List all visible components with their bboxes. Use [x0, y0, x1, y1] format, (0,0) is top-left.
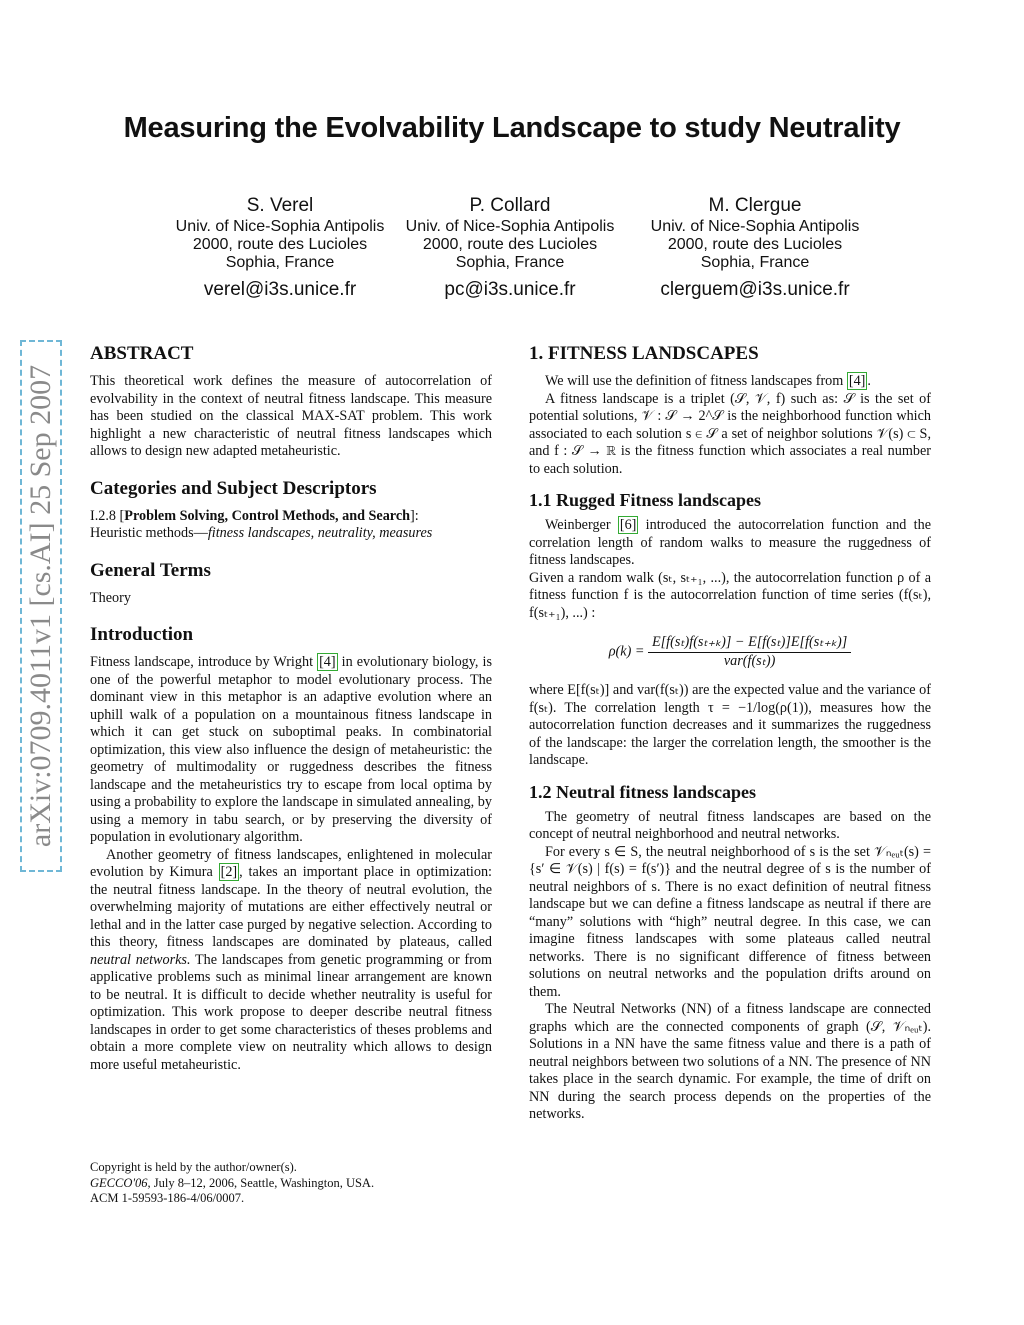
- author-email[interactable]: pc@i3s.unice.fr: [444, 279, 576, 300]
- equation-numerator: E[f(sₜ)f(sₜ₊ₖ)] − E[f(sₜ)]E[f(sₜ₊ₖ)]: [648, 634, 851, 653]
- introduction-paragraph-1: [90, 654, 492, 847]
- text-run: , takes an important place in optimization: the neutral fitness landscape. In the theory of neutral evolution, the overwhelming majority of mutations are either effectively neutral or lethal and in the latter case purged by negative selection. According to this theory, fitness landscapes are dominated by plateaus, called: [90, 864, 492, 950]
- equation-denominator: var(f(sₜ)): [723, 652, 776, 669]
- categories-text: [90, 508, 492, 543]
- author-block-2: [385, 194, 635, 302]
- text-run: .: [867, 373, 871, 389]
- introduction-section: [90, 624, 492, 1074]
- section-1-2-heading: 1.2 Neutral fitness landscapes: [529, 781, 757, 802]
- copyright-line: Copyright is held by the author/owner(s).: [90, 1160, 297, 1174]
- text-run: We will use the definition of fitness landscapes from: [545, 373, 847, 389]
- author-location: Sophia, France: [455, 254, 565, 271]
- introduction-paragraph-2: [90, 847, 492, 1075]
- category-code: I.2.8 [: [90, 507, 125, 524]
- abstract-text: This theoretical work defines the measure of autocorrelation of evolvability in the context of neutral fitness landscape. This measure has been studied on the classical MAX-SAT problem. This work highlight a new characteristic of neutral fitness landscapes which allows to design new adapted metaheuristic.: [90, 373, 492, 459]
- author-affiliation: Univ. of Nice-Sophia Antipolis: [405, 218, 615, 235]
- author-name: M. Clergue: [708, 195, 802, 216]
- section-1-1-paragraph-2: Given a random walk (sₜ, sₜ₊₁, ...), the autocorrelation function ρ of a fitness function f is the autocorrelation function of time series (f(sₜ), f(sₜ₊₁), ...) :: [529, 569, 931, 621]
- general-terms-heading: General Terms: [90, 559, 211, 581]
- abstract-heading: ABSTRACT: [90, 343, 194, 364]
- section-1-2-paragraph-1: The geometry of neutral fitness landscapes are based on the concept of neutral neighborhood and neutral networks.: [529, 808, 931, 842]
- acm-line: ACM 1-59593-186-4/06/0007.: [90, 1191, 245, 1205]
- copyright-notice: [90, 1160, 492, 1207]
- author-email[interactable]: verel@i3s.unice.fr: [203, 279, 357, 300]
- citation-link[interactable]: [4]: [848, 373, 866, 389]
- author-name: P. Collard: [469, 195, 551, 216]
- equation-lhs: ρ(k) =: [608, 643, 645, 660]
- categories-heading: Categories and Subject Descriptors: [90, 477, 377, 499]
- section-1-2-paragraph-3: The Neutral Networks (NN) of a fitness landscape are connected graphs which are the connected components of graph (𝒮, 𝒱ₙₑᵤₜ). Solutions in a NN have the same fitness value and there is a path of neutral neighbors between two solutions of a NN. The presence of NN takes place in the search dynamic. For example, the time of drift on NN during the search process depends on the properties of the networks.: [529, 1001, 931, 1122]
- arxiv-stamp: [20, 340, 62, 872]
- author-affiliation: Univ. of Nice-Sophia Antipolis: [175, 218, 385, 235]
- category-close: ]:: [410, 507, 419, 524]
- section-1-1-heading: 1.1 Rugged Fitness landscapes: [529, 490, 762, 510]
- paper-title: Measuring the Evolvability Landscape to study Neutrality: [123, 112, 901, 144]
- section-1-1-paragraph-3: where E[f(sₜ)] and var(f(sₜ)) are the expected value and the variance of f(sₜ). The correlation length τ = −1/log(ρ(1)), measures how the autocorrelation function decreases and it summarizes the ruggedness of the landscape: the larger the correlation length, the smoother is the landscape.: [529, 682, 931, 768]
- conference-line: [90, 1176, 492, 1192]
- author-affiliation: Univ. of Nice-Sophia Antipolis: [650, 218, 860, 235]
- abstract-section: [90, 343, 492, 461]
- general-terms-text: Theory: [90, 589, 131, 606]
- text-run: Fitness landscape, introduce by Wright: [90, 654, 318, 670]
- section-1-paragraph-2: A fitness landscape is a triplet (𝒮, 𝒱, f) such as: 𝒮 is the set of potential solutions, 𝒱 : 𝒮 → 2^𝒮 is the neighborhood function which associated to each solution s ∈ 𝒮 a set of neighbor solutions 𝒱(s) ⊂ S, and f : 𝒮 → ℝ is the fitness function which associates a real number to each solution.: [529, 390, 931, 477]
- text-run-emphasis: neutral networks.: [90, 951, 191, 968]
- conference-name: GECCO'06,: [90, 1175, 151, 1190]
- section-1-1-paragraph-1: [529, 517, 931, 570]
- citation-link[interactable]: [2]: [220, 864, 238, 880]
- author-address: 2000, route des Lucioles: [422, 236, 598, 253]
- arxiv-id: arXiv:0709.4011v1 [cs.AI] 25 Sep 2007: [24, 364, 57, 848]
- text-run: in evolutionary biology, is one of the powerful metaphor to model evolutionary process. The dominant view in this metaphor is an adaptive evolution where an uphill walk of a population on a mountainous fitness landscape in which it can get stuck on suboptimal peaks. In combinatorial optimization, this view also influence the design of metaheuristic: the geometry of multimodality or ruggedness describes the fitness landscape and the metaheuristics try to escape from local optima by using a probability to explore the landscape in simulated annealing, by using a memory in tabu search, or by preserving the diversity of population in evolutionary algorithm.: [90, 654, 492, 845]
- left-column: [90, 343, 492, 1074]
- text-run: Another geometry of fitness landscapes, enlightened in molecular evolution by Kimura: [90, 846, 492, 880]
- author-location: Sophia, France: [700, 254, 810, 271]
- author-address: 2000, route des Lucioles: [192, 236, 368, 253]
- author-name: S. Verel: [246, 195, 314, 216]
- section-1-paragraph-1: [529, 373, 931, 391]
- category-keywords: fitness landscapes, neutrality, measures: [207, 525, 433, 541]
- category-bold: Problem Solving, Control Methods, and Search: [124, 507, 411, 524]
- text-run: Weinberger: [545, 517, 618, 533]
- autocorrelation-equation: [529, 634, 931, 670]
- right-column: [529, 343, 931, 1124]
- section-1-heading: 1. FITNESS LANDSCAPES: [529, 343, 759, 364]
- category-line2: Heuristic methods—: [90, 525, 208, 541]
- author-location: Sophia, France: [225, 254, 335, 271]
- text-run: introduced the autocorrelation function and the correlation length of random walks to measure the ruggedness of fitness landscapes.: [529, 517, 931, 568]
- section-1-2-paragraph-2: For every s ∈ S, the neutral neighborhood of s is the set 𝒱ₙₑᵤₜ(s) = {s′ ∈ 𝒱(s) | f(s) = f(s′)} and the neutral degree of s is the number of neutral neighbors of s. There is no exact definition of neutral fitness landscape but we can define a fitness landscape as neutral if there are “many” solutions with “high” neutral degree. In this case, we can imagine fitness landscapes with some plateaus called neutral networks. There is no significant difference of fitness between solutions on neutral networks and the population drifts around on them.: [529, 843, 931, 1000]
- citation-link[interactable]: [4]: [319, 654, 336, 670]
- author-email[interactable]: clerguem@i3s.unice.fr: [660, 279, 850, 300]
- citation-link[interactable]: [6]: [619, 517, 637, 533]
- introduction-heading: Introduction: [90, 624, 194, 645]
- conference-details: July 8–12, 2006, Seattle, Washington, USA.: [150, 1175, 375, 1190]
- author-block-3: [630, 194, 880, 302]
- general-terms-section: [90, 560, 492, 608]
- author-block-1: [155, 194, 405, 302]
- text-run: The landscapes from genetic programming or from applicative problems such as minimal linear arrangement are known to be neutral. It is difficult to decide whether neutrality is useful for optimization. This work propose to deeper describe neutral fitness landscapes in order to get some characteristics of theses problems and obtain a more complete view on neutrality which allows to design more useful metaheuristic.: [90, 951, 493, 1073]
- section-1-1: [529, 490, 931, 770]
- section-1-2: [529, 782, 931, 1124]
- categories-section: [90, 478, 492, 543]
- author-address: 2000, route des Lucioles: [667, 236, 843, 253]
- section-1: [529, 343, 931, 478]
- equation-fraction: [648, 634, 851, 670]
